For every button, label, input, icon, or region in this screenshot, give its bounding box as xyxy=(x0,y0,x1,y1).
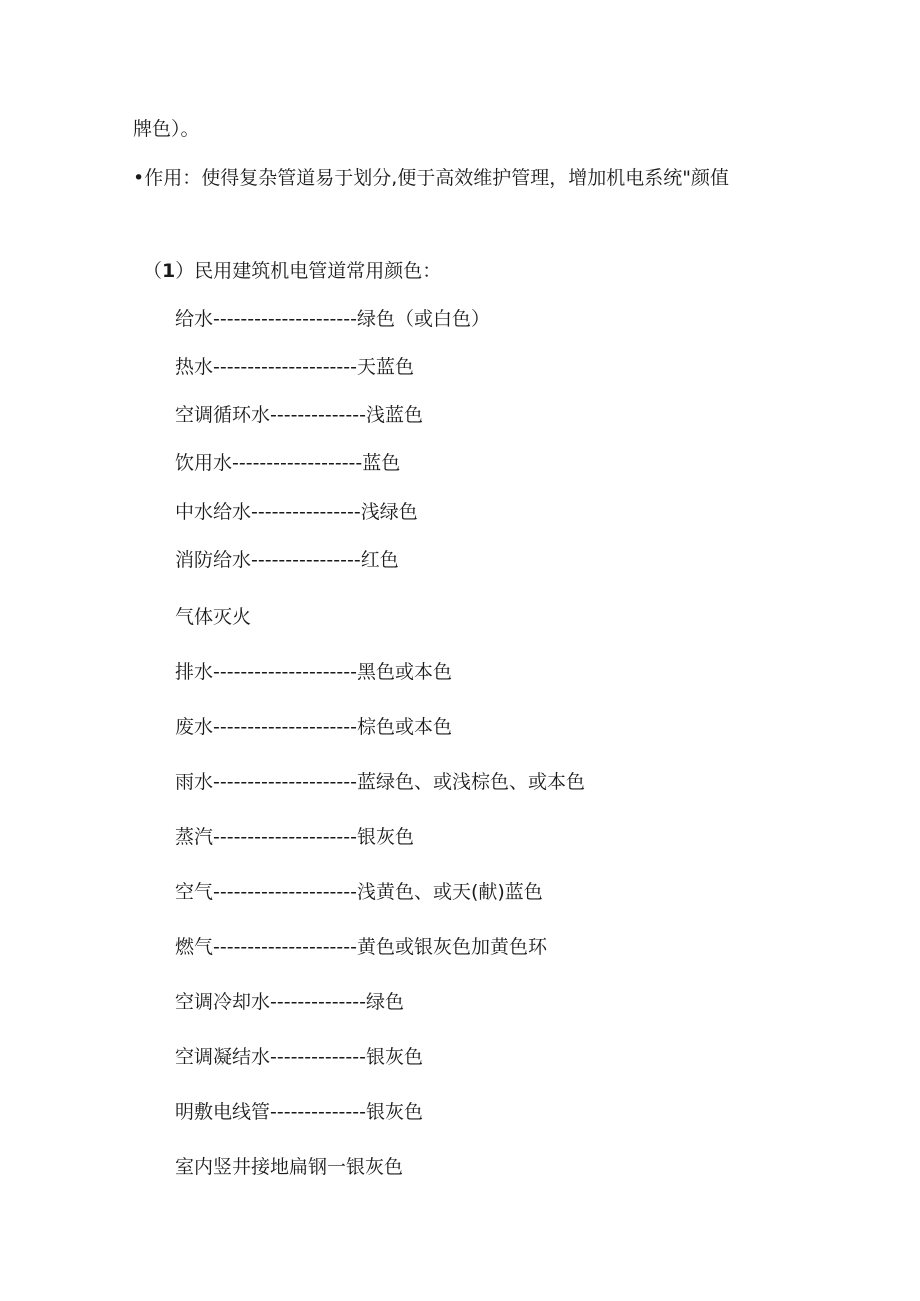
pipe-color-item: 蒸汽---------------------银灰色 xyxy=(175,826,414,848)
intro-continuation-text: 牌色）。 xyxy=(133,118,200,140)
pipe-color-item: 室内竖井接地扁钢一银灰色 xyxy=(175,1156,404,1178)
pipe-color-item: 废水---------------------棕色或本色 xyxy=(175,716,452,738)
pipe-color-item: 给水---------------------绿色（或白色） xyxy=(175,308,490,330)
section-number: 1 xyxy=(162,260,176,282)
pipe-color-item: 燃气---------------------黄色或银灰色加黄色环 xyxy=(175,936,547,958)
pipe-color-item: 雨水---------------------蓝绿色、或浅棕色、或本色 xyxy=(175,771,585,793)
pipe-color-item: 空调循环水--------------浅蓝色 xyxy=(175,404,423,426)
pipe-color-item: 消防给水----------------红色 xyxy=(175,549,399,571)
pipe-color-item: 热水---------------------天蓝色 xyxy=(175,356,414,378)
pipe-color-item: 空调冷却水--------------绿色 xyxy=(175,991,404,1013)
pipe-color-item: 空气---------------------浅黄色、或天(献)蓝色 xyxy=(175,881,543,903)
purpose-bullet-text: •作用：使得复杂管道易于划分,便于高效维护管理，增加机电系统"颜值 xyxy=(133,167,729,189)
pipe-color-item: 空调凝结水--------------银灰色 xyxy=(175,1046,423,1068)
pipe-color-item: 明敷电线管--------------银灰色 xyxy=(175,1101,423,1123)
section-open-paren: （ xyxy=(143,260,163,282)
pipe-color-item: 饮用水-------------------蓝色 xyxy=(175,452,401,474)
pipe-color-item: 排水---------------------黑色或本色 xyxy=(175,661,452,683)
section-title: ）民用建筑机电管道常用颜色： xyxy=(175,260,442,282)
section-heading xyxy=(143,259,441,283)
pipe-color-item: 中水给水----------------浅绿色 xyxy=(175,501,418,523)
pipe-color-item: 气体灭火 xyxy=(175,606,252,628)
